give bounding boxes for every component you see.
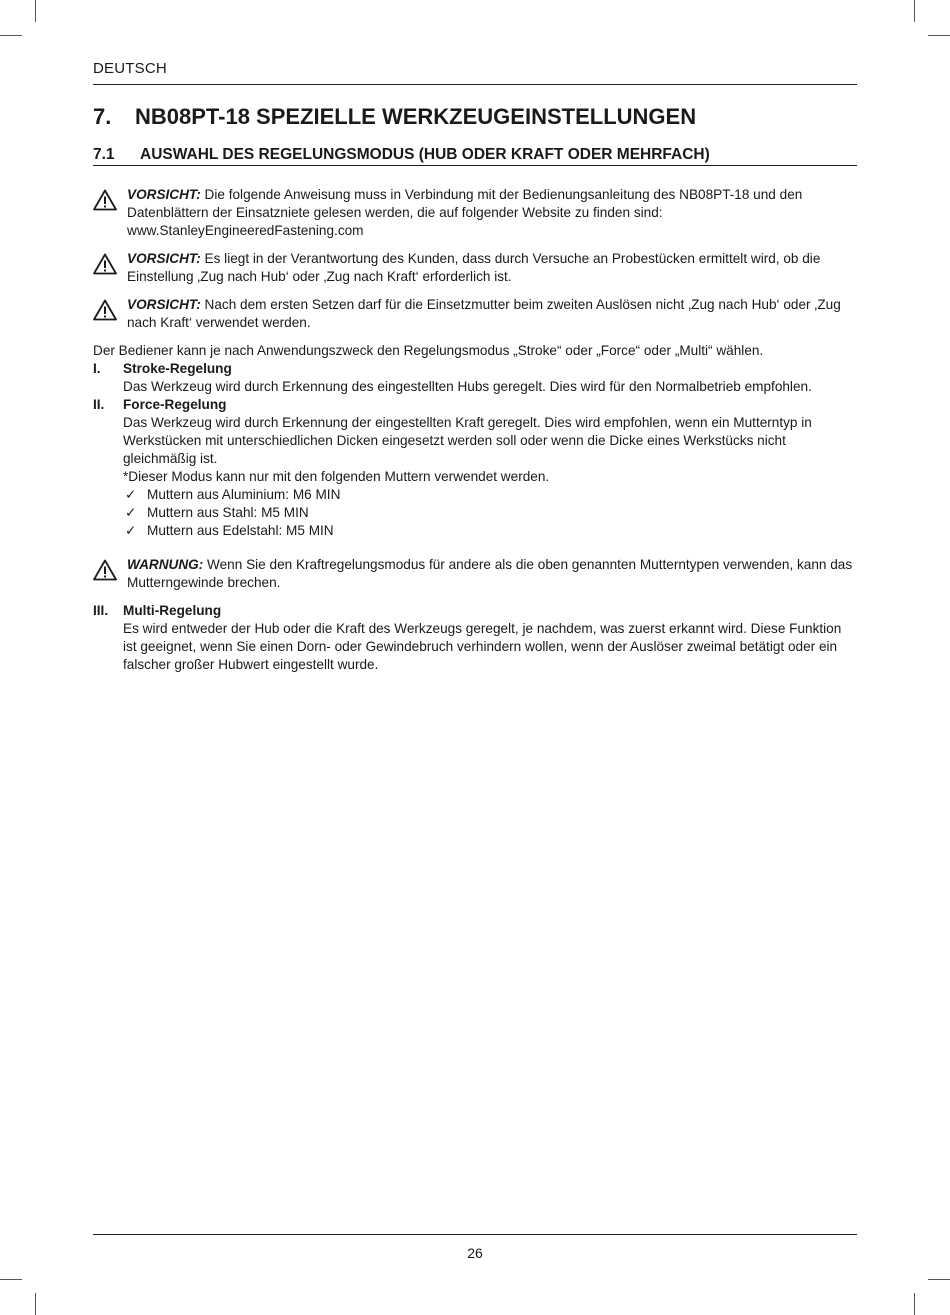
crop-mark	[35, 0, 36, 22]
caution-text: Nach dem ersten Setzen darf für die Einsetzmutter beim zweiten Auslösen nicht ‚Zug nach Hub‘ oder ‚Zug nach Kraft‘ verwendet werden.	[127, 297, 841, 330]
subsection-title: AUSWAHL DES REGELUNGSMODUS (HUB ODER KRAFT ODER MEHRFACH)	[140, 146, 710, 163]
item-text: Es wird entweder der Hub oder die Kraft des Werkzeugs geregelt, je nachdem, was zuerst erkannt wird. Diese Funktion ist geeignet, wenn Sie einen Dorn- oder Gewindebruch verhindern wollen, wenn der Auslöser zweimal betätigt oder ein falscher großer Hubwert eingestellt wurde.	[123, 621, 842, 672]
caution-keyword: VORSICHT:	[127, 251, 201, 266]
checkmark-icon: ✓	[125, 505, 137, 520]
subsection-number: 7.1	[93, 146, 115, 163]
page-body	[93, 186, 853, 674]
checkmark-icon: ✓	[125, 487, 137, 502]
item-numeral: I.	[93, 361, 101, 376]
check-item-text: Muttern aus Edelstahl: M5 MIN	[147, 523, 334, 538]
item-title: Force-Regelung	[123, 397, 227, 412]
header-language-label: DEUTSCH	[93, 60, 167, 77]
subsection-divider	[93, 165, 857, 166]
check-item-text: Muttern aus Stahl: M5 MIN	[147, 505, 309, 520]
caution-notice	[93, 250, 853, 286]
crop-mark	[35, 1293, 36, 1315]
warning-triangle-icon	[93, 299, 117, 321]
warning-keyword: WARNUNG:	[127, 557, 204, 572]
item-numeral: III.	[93, 603, 109, 618]
item-note: *Dieser Modus kann nur mit den folgenden Muttern verwendet werden.	[123, 469, 550, 484]
warning-triangle-icon	[93, 189, 117, 211]
footer-divider	[93, 1234, 857, 1235]
crop-mark	[928, 35, 950, 36]
checkmark-icon: ✓	[125, 523, 137, 538]
section-title: NB08PT-18 SPEZIELLE WERKZEUGEINSTELLUNGEN	[135, 104, 697, 129]
crop-mark	[914, 1293, 915, 1315]
warning-triangle-icon	[93, 559, 117, 581]
check-list-item	[123, 504, 853, 522]
mode-item-stroke	[93, 360, 853, 396]
check-list-item	[123, 486, 853, 504]
warning-text: Wenn Sie den Kraftregelungsmodus für andere als die oben genannten Mutterntypen verwenden, kann das Mutterngewinde brechen.	[127, 557, 853, 590]
warning-triangle-icon	[93, 253, 117, 275]
section-heading	[93, 104, 696, 130]
mode-item-multi	[93, 602, 853, 674]
crop-mark	[914, 0, 915, 22]
item-text: Das Werkzeug wird durch Erkennung der eingestellten Kraft geregelt. Dies wird empfohlen, wenn ein Mutterntyp in Werkstücken mit unterschiedlichen Dicken eingesetzt werden soll oder wenn die Dicke eines Werkstücks nicht gleichmäßig ist.	[123, 415, 812, 466]
check-item-text: Muttern aus Aluminium: M6 MIN	[147, 487, 341, 502]
page-number: 26	[467, 1245, 483, 1261]
crop-mark	[0, 1279, 22, 1280]
caution-text: Die folgende Anweisung muss in Verbindung mit der Bedienungsanleitung des NB08PT-18 und den Datenblättern der Einsatzniete gelesen werden, die auf folgender Website zu finden sind: www.StanleyEngineeredFastening.com	[127, 187, 803, 238]
item-title: Stroke-Regelung	[123, 361, 232, 376]
item-text: Das Werkzeug wird durch Erkennung des eingestellten Hubs geregelt. Dies wird für den Normalbetrieb empfohlen.	[123, 379, 812, 394]
subsection-heading	[93, 146, 710, 164]
caution-notice	[93, 186, 853, 240]
intro-paragraph: Der Bediener kann je nach Anwendungszweck den Regelungsmodus „Stroke“ oder „Force“ oder „Multi“ wählen.	[93, 343, 764, 358]
nut-check-list	[123, 486, 853, 540]
caution-text: Es liegt in der Verantwortung des Kunden, dass durch Versuche an Probestücken ermittelt wird, ob die Einstellung ‚Zug nach Hub‘ oder ‚Zug nach Kraft‘ erforderlich ist.	[127, 251, 821, 284]
check-list-item	[123, 522, 853, 540]
crop-mark	[928, 1279, 950, 1280]
item-title: Multi-Regelung	[123, 603, 222, 618]
item-numeral: II.	[93, 397, 105, 412]
section-number: 7.	[93, 104, 112, 129]
caution-notice	[93, 296, 853, 332]
mode-item-force	[93, 396, 853, 540]
header-divider	[93, 84, 857, 85]
crop-mark	[0, 35, 22, 36]
caution-keyword: VORSICHT:	[127, 187, 201, 202]
warning-notice	[93, 556, 853, 592]
caution-keyword: VORSICHT:	[127, 297, 201, 312]
